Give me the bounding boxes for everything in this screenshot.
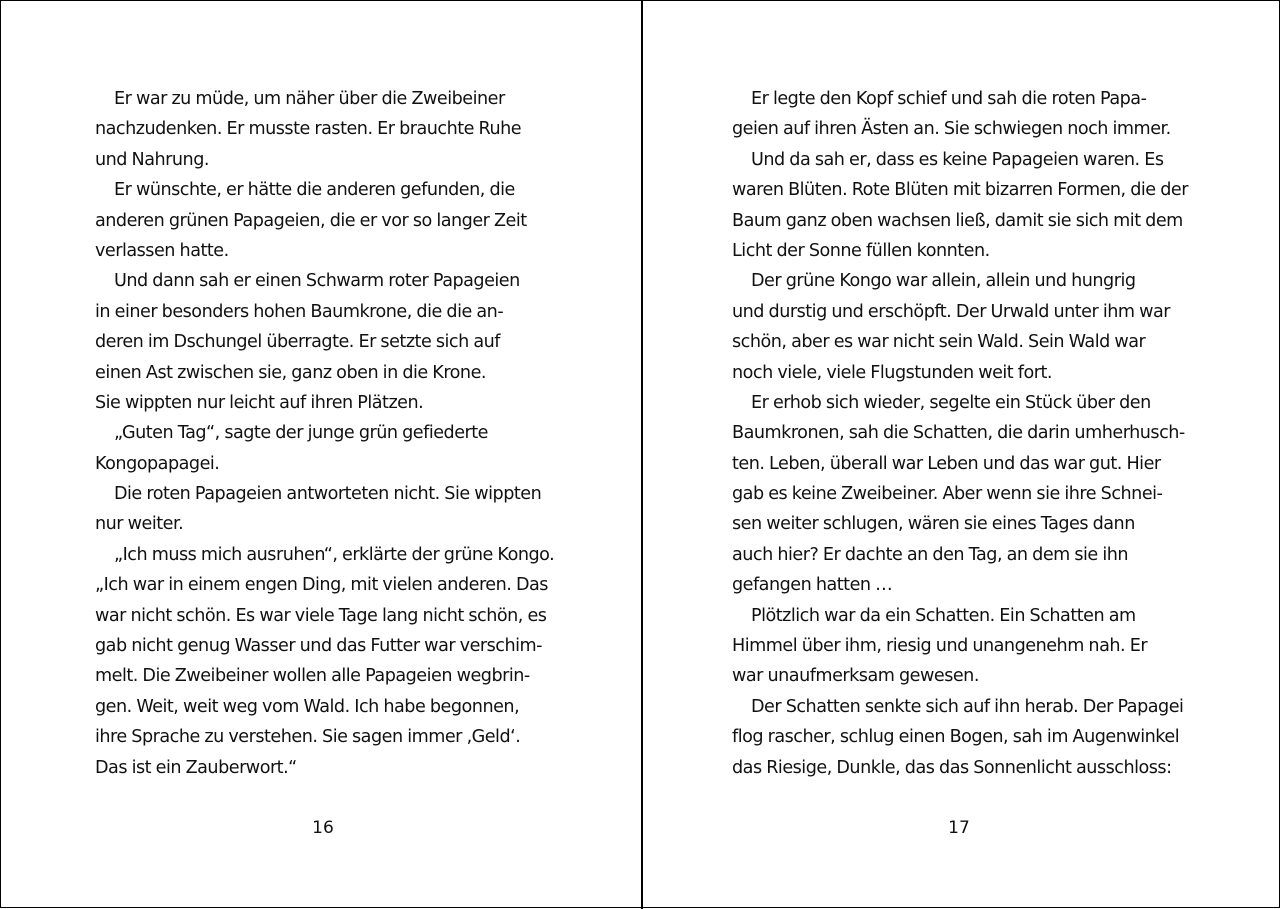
text-line: Plötzlich war da ein Schatten. Ein Schatten am — [751, 605, 1136, 626]
text-line: nur weiter. — [95, 514, 184, 535]
text-line: melt. Die Zweibeiner wollen alle Papageien wegbrin- — [95, 666, 530, 687]
text-line: und Nahrung. — [95, 149, 209, 170]
text-line: ihre Sprache zu verstehen. Sie sagen immer ‚Geld‘. — [95, 727, 521, 748]
text-line: flog rascher, schlug einen Bogen, sah im Augenwinkel — [732, 727, 1180, 748]
text-line: war unaufmerksam gewesen. — [732, 666, 979, 687]
text-line: Und dann sah er einen Schwarm roter Papageien — [114, 271, 520, 292]
text-line: einen Ast zwischen sie, ganz oben in die Krone. — [95, 362, 487, 383]
page-number: 17 — [948, 818, 970, 838]
text-line: „Ich war in einem engen Ding, mit vielen anderen. Das — [95, 575, 548, 596]
text-line: das Riesige, Dunkle, das das Sonnenlicht ausschloss: — [732, 757, 1172, 778]
text-line: gefangen hatten … — [732, 575, 893, 596]
text-line: deren im Dschungel überragte. Er setzte sich auf — [95, 332, 500, 353]
text-line: „Ich muss mich ausruhen“, erklärte der grüne Kongo. — [114, 544, 555, 565]
text-line: Kongopapagei. — [95, 453, 220, 474]
text-line: auch hier? Er dachte an den Tag, an dem sie ihn — [732, 544, 1129, 565]
text-line: verlassen hatte. — [95, 240, 229, 261]
text-line: in einer besonders hohen Baumkrone, die die an- — [95, 301, 504, 322]
text-line: „Guten Tag“, sagte der junge grün gefiederte — [114, 423, 488, 444]
text-line: Er legte den Kopf schief und sah die roten Papa- — [751, 89, 1147, 109]
text-line: Er wünschte, er hätte die anderen gefunden, die — [114, 180, 515, 201]
text-line: geien auf ihren Ästen an. Sie schwiegen noch immer. — [732, 119, 1171, 140]
text-line: Die roten Papageien antworteten nicht. Sie wippten — [114, 484, 542, 505]
text-line: ten. Leben, überall war Leben und das war gut. Hier — [732, 453, 1161, 474]
text-line: gab nicht genug Wasser und das Futter war verschim- — [95, 636, 543, 657]
left-page — [1, 1, 641, 909]
text-line: Der grüne Kongo war allein, allein und hungrig — [751, 271, 1136, 292]
page-text — [732, 84, 1202, 783]
text-line: Himmel über ihm, riesig und unangenehm nah. Er — [732, 636, 1148, 657]
text-line: gab es keine Zweibeiner. Aber wenn sie ihre Schnei- — [732, 484, 1163, 505]
text-line: Der Schatten senkte sich auf ihn herab. Der Papagei — [751, 696, 1184, 717]
text-line: Das ist ein Zauberwort.“ — [95, 757, 297, 778]
text-line: nachzudenken. Er musste rasten. Er brauchte Ruhe — [95, 119, 522, 140]
text-line: Er erhob sich wieder, segelte ein Stück über den — [751, 392, 1151, 413]
text-line: waren Blüten. Rote Blüten mit bizarren Formen, die der — [732, 180, 1188, 201]
text-line: und durstig und erschöpft. Der Urwald unter ihm war — [732, 301, 1170, 322]
text-line: Baumkronen, sah die Schatten, die darin umherhusch- — [732, 423, 1185, 444]
text-line: Licht der Sonne füllen konnten. — [732, 240, 990, 261]
page-text — [95, 84, 565, 783]
text-line: Sie wippten nur leicht auf ihren Plätzen. — [95, 392, 424, 413]
text-line: schön, aber es war nicht sein Wald. Sein Wald war — [732, 332, 1146, 353]
text-line: gen. Weit, weit weg vom Wald. Ich habe begonnen, — [95, 696, 520, 717]
text-line: sen weiter schlugen, wären sie eines Tages dann — [732, 514, 1135, 535]
text-line: Baum ganz oben wachsen ließ, damit sie sich mit dem — [732, 210, 1183, 231]
text-line: Er war zu müde, um näher über die Zweibeiner — [114, 89, 505, 109]
right-page — [643, 1, 1280, 909]
text-line: noch viele, viele Flugstunden weit fort. — [732, 362, 1052, 383]
page-number: 16 — [312, 818, 334, 838]
text-line: war nicht schön. Es war viele Tage lang nicht schön, es — [95, 605, 547, 626]
text-line: anderen grünen Papageien, die er vor so langer Zeit — [95, 210, 527, 231]
text-line: Und da sah er, dass es keine Papageien waren. Es — [751, 149, 1164, 170]
